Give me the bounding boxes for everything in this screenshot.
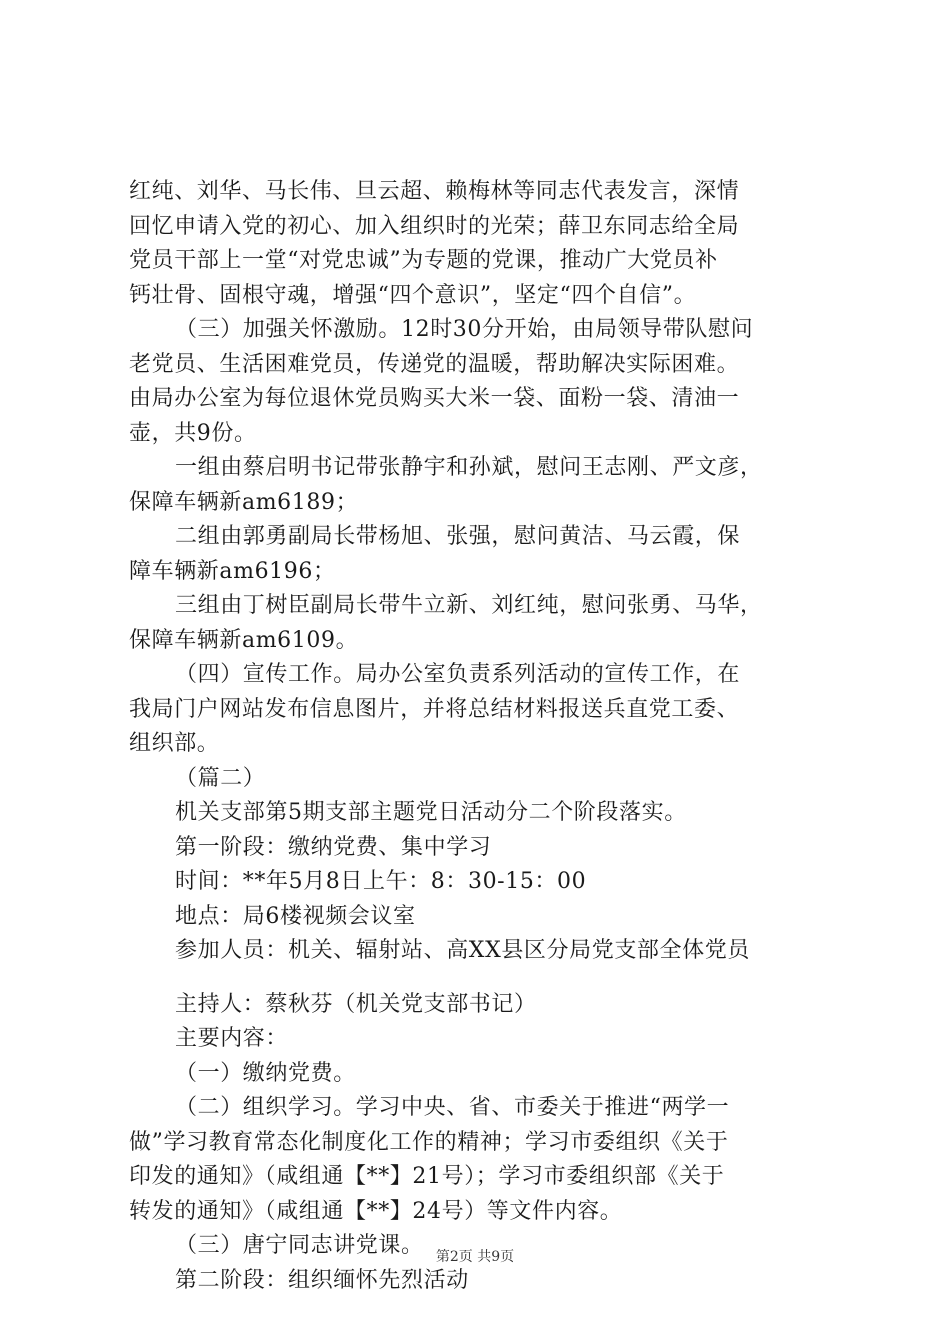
text-line: 保障车辆新am6109。 xyxy=(129,627,359,653)
text-line: 印发的通知》（咸组通【**】21号）；学习市委组织部《关于 xyxy=(129,1164,725,1189)
text-line: 由局办公室为每位退休党员购买大米一袋、面粉一袋、清油一 xyxy=(129,386,740,411)
paragraph-start: （二）组织学习。学习中央、省、市委关于推进“两学一 xyxy=(175,1095,730,1120)
paragraph-start: 机关支部第5期支部主题党日活动分二个阶段落实。 xyxy=(175,800,687,825)
text-line: 壶，共9份。 xyxy=(129,420,257,446)
paragraph-start: （一）缴纳党费。 xyxy=(175,1060,356,1086)
text-line: 钙壮骨、固根守魂，增强“四个意识”，坚定“四个自信”。 xyxy=(129,282,697,308)
paragraph-start: 地点：局6楼视频会议室 xyxy=(175,903,416,929)
paragraph-start: 第二阶段：组织缅怀先烈活动 xyxy=(175,1267,469,1293)
text-line: 做”学习教育常态化制度化工作的精神；学习市委组织《关于 xyxy=(129,1129,729,1155)
text-line: 回忆申请入党的初心、加入组织时的光荣；薛卫东同志给全局 xyxy=(129,213,740,239)
section-heading: （篇二） xyxy=(175,765,266,791)
paragraph-start: 一组由蔡启明书记带张静宇和孙斌，慰问王志刚、严文彦， xyxy=(175,455,763,480)
paragraph-start: 时间：**年5月8日上午：8：30-15：00 xyxy=(175,869,587,894)
text-line: 我局门户网站发布信息图片，并将总结材料报送兵直党工委、 xyxy=(129,696,740,722)
paragraph-start: 主持人：蔡秋芬（机关党支部书记） xyxy=(175,991,537,1017)
text-line: 红纯、刘华、马长伟、旦云超、赖梅林等同志代表发言，深情 xyxy=(129,179,740,204)
paragraph-start: 二组由郭勇副局长带杨旭、张强，慰问黄洁、马云霞，保 xyxy=(175,524,741,549)
paragraph-start: （三）唐宁同志讲党课。 xyxy=(175,1233,424,1258)
paragraph-start: 主要内容： xyxy=(175,1026,289,1051)
page-indicator: 第2页 共9页 xyxy=(435,1249,515,1265)
paragraph-start: （三）加强关怀激励。12时30分开始，由局领导带队慰问 xyxy=(175,317,754,342)
text-line: 组织部。 xyxy=(129,731,220,756)
text-line: 老党员、生活困难党员，传递党的温暖，帮助解决实际困难。 xyxy=(129,351,740,377)
paragraph-start: 参加人员：机关、辐射站、高XX县区分局党支部全体党员 xyxy=(175,938,750,963)
body-text xyxy=(129,175,841,1298)
paragraph-start: 第一阶段：缴纳党费、集中学习 xyxy=(175,834,492,860)
text-line: 保障车辆新am6189； xyxy=(129,489,359,515)
paragraph-start: 三组由丁树臣副局长带牛立新、刘红纯，慰问张勇、马华， xyxy=(175,593,763,618)
paragraph-start: （四）宣传工作。局办公室负责系列活动的宣传工作，在 xyxy=(175,662,741,687)
text-line: 党员干部上一堂“对党忠诚”为专题的党课，推动广大党员补 xyxy=(129,248,718,273)
text-line: 障车辆新am6196； xyxy=(129,558,336,584)
text-line: 转发的通知》（咸组通【**】24号）等文件内容。 xyxy=(129,1198,623,1224)
page-footer xyxy=(0,1247,950,1267)
